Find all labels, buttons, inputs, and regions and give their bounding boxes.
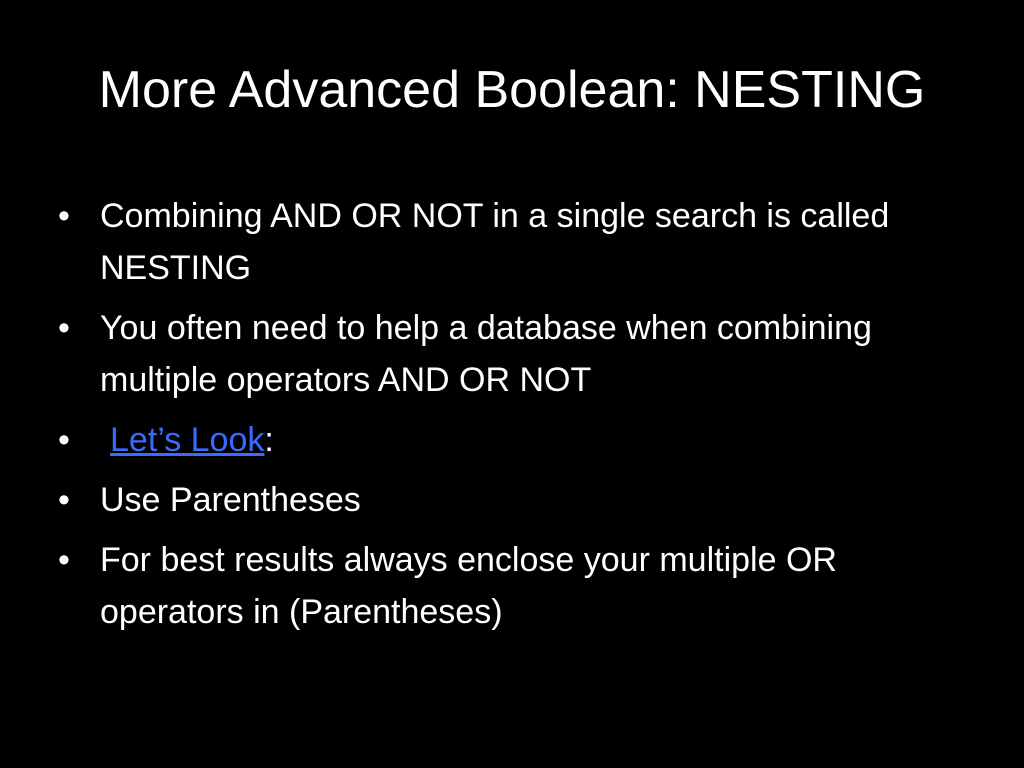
bullet-icon: • [58,421,70,459]
bullet-text: Combining AND OR NOT in a single search is called NESTING [100,197,890,287]
bullet-item-help-database [58,302,958,406]
link-colon: : [264,421,274,459]
bullet-icon: • [58,481,70,519]
bullet-icon: • [58,309,70,347]
bullet-text [100,414,940,466]
bullet-text: For best results always enclose your multiple OR operators in (Parentheses) [100,541,837,631]
bullet-item-use-parentheses [58,474,958,526]
bullet-item-best-results [58,534,958,638]
bullet-list [58,190,958,646]
bullet-item-lets-look [58,414,958,466]
bullet-icon: • [58,197,70,235]
bullet-text: You often need to help a database when combining multiple operators AND OR NOT [100,309,872,399]
lets-look-link[interactable]: Let’s Look [110,421,265,459]
bullet-icon: • [58,541,70,579]
bullet-item-combining [58,190,958,294]
bullet-text: Use Parentheses [100,481,361,519]
slide-title: More Advanced Boolean: NESTING [98,61,926,119]
